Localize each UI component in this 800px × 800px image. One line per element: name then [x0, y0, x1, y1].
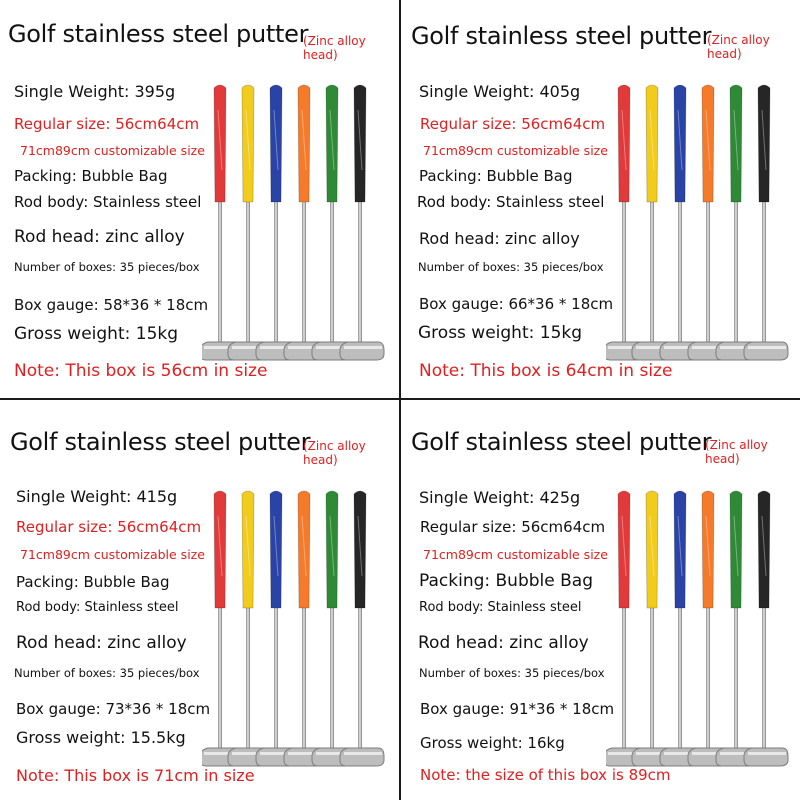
number-of-boxes: Number of boxes: 35 pieces/box — [14, 260, 200, 274]
packing: Packing: Bubble Bag — [16, 573, 170, 591]
product-panel-71cm — [0, 400, 398, 798]
size-note: Note: This box is 56cm in size — [14, 361, 268, 381]
putter-red — [202, 491, 244, 766]
packing: Packing: Bubble Bag — [419, 167, 573, 185]
putter-shaft — [622, 200, 626, 348]
putter-shaft — [218, 606, 222, 754]
gross-weight: Gross weight: 15kg — [14, 324, 179, 344]
packing: Packing: Bubble Bag — [419, 571, 593, 591]
panel-title: Golf stainless steel putter — [8, 20, 309, 48]
putter-blue — [660, 85, 704, 360]
box-gauge: Box gauge: 91*36 * 18cm — [420, 700, 615, 718]
putter-yellow — [632, 491, 676, 766]
rod-body: Rod body: Stainless steel — [14, 193, 202, 211]
putter-shaft — [246, 200, 250, 348]
rod-head: Rod head: zinc alloy — [419, 229, 580, 248]
putter-green — [716, 491, 760, 766]
number-of-boxes: Number of boxes: 35 pieces/box — [419, 666, 605, 680]
putter-black — [340, 85, 384, 360]
putter-head — [744, 748, 788, 766]
product-panel-64cm — [401, 0, 799, 398]
panel-subtitle: (Zinc alloy head) — [705, 438, 768, 466]
gross-weight: Gross weight: 16kg — [420, 734, 565, 752]
putter-shaft — [650, 606, 654, 754]
product-panel-56cm — [0, 0, 398, 398]
putter-set-image — [606, 80, 796, 370]
putter-orange — [284, 491, 328, 766]
box-gauge: Box gauge: 73*36 * 18cm — [16, 700, 211, 718]
putter-shaft — [218, 200, 222, 348]
putter-set-image — [202, 486, 392, 776]
regular-size: Regular size: 56cm64cm — [16, 518, 202, 536]
putter-shaft — [622, 606, 626, 754]
putter-set-image — [606, 486, 796, 776]
putter-shaft — [706, 200, 710, 348]
putter-shaft — [274, 200, 278, 348]
putter-head-highlight — [748, 346, 786, 349]
putter-blue — [256, 491, 300, 766]
putter-blue — [256, 85, 300, 360]
putter-head-highlight — [344, 752, 382, 755]
putter-head — [340, 748, 384, 766]
rod-body: Rod body: Stainless steel — [417, 193, 605, 211]
putter-red — [606, 491, 648, 766]
rod-head: Rod head: zinc alloy — [418, 633, 589, 653]
custom-size: 71cm89cm customizable size — [423, 143, 608, 158]
panel-title: Golf stainless steel putter — [411, 428, 712, 456]
number-of-boxes: Number of boxes: 35 pieces/box — [418, 260, 604, 274]
rod-body: Rod body: Stainless steel — [419, 600, 582, 615]
size-note: Note: This box is 71cm in size — [16, 766, 255, 785]
regular-size: Regular size: 56cm64cm — [14, 115, 200, 133]
custom-size: 71cm89cm customizable size — [20, 547, 205, 562]
putter-orange — [688, 491, 732, 766]
custom-size: 71cm89cm customizable size — [20, 143, 205, 158]
gross-weight: Gross weight: 15kg — [418, 323, 583, 343]
putter-yellow — [632, 85, 676, 360]
putter-red — [606, 85, 648, 360]
putter-head — [744, 342, 788, 360]
putter-shaft — [706, 606, 710, 754]
putter-head — [340, 342, 384, 360]
putter-shaft — [762, 200, 766, 348]
putter-head-highlight — [344, 346, 382, 349]
panel-title: Golf stainless steel putter — [411, 22, 712, 50]
putter-shaft — [678, 200, 682, 348]
panel-subtitle: (Zinc alloy head) — [303, 439, 366, 467]
putter-shaft — [302, 200, 306, 348]
putter-head-highlight — [748, 752, 786, 755]
putter-shaft — [650, 200, 654, 348]
putter-blue — [660, 491, 704, 766]
box-gauge: Box gauge: 66*36 * 18cm — [419, 295, 614, 313]
putter-shaft — [358, 606, 362, 754]
putter-shaft — [762, 606, 766, 754]
putter-set-image — [202, 80, 392, 370]
putter-orange — [688, 85, 732, 360]
putter-black — [744, 85, 788, 360]
putter-green — [312, 85, 356, 360]
single-weight: Single Weight: 415g — [16, 487, 178, 506]
custom-size: 71cm89cm customizable size — [423, 547, 608, 562]
putter-shaft — [274, 606, 278, 754]
putter-shaft — [302, 606, 306, 754]
putter-shaft — [330, 200, 334, 348]
number-of-boxes: Number of boxes: 35 pieces/box — [14, 666, 200, 680]
putter-shaft — [678, 606, 682, 754]
panel-title: Golf stainless steel putter — [10, 428, 311, 456]
putter-shaft — [330, 606, 334, 754]
putter-black — [340, 491, 384, 766]
packing: Packing: Bubble Bag — [14, 167, 168, 185]
putter-shaft — [246, 606, 250, 754]
rod-head: Rod head: zinc alloy — [14, 227, 185, 247]
rod-body: Rod body: Stainless steel — [16, 600, 179, 615]
putter-yellow — [228, 85, 272, 360]
size-note: Note: the size of this box is 89cm — [420, 766, 671, 784]
single-weight: Single Weight: 395g — [14, 82, 176, 101]
product-panel-89cm — [401, 400, 799, 798]
putter-yellow — [228, 491, 272, 766]
single-weight: Single Weight: 425g — [419, 488, 581, 507]
regular-size: Regular size: 56cm64cm — [420, 518, 606, 536]
putter-shaft — [358, 200, 362, 348]
putter-green — [312, 491, 356, 766]
single-weight: Single Weight: 405g — [419, 82, 581, 101]
panel-subtitle: (Zinc alloy head) — [707, 33, 770, 61]
putter-black — [744, 491, 788, 766]
putter-orange — [284, 85, 328, 360]
putter-shaft — [734, 606, 738, 754]
gross-weight: Gross weight: 15.5kg — [16, 728, 186, 747]
panel-subtitle: (Zinc alloy head) — [303, 34, 366, 62]
putter-shaft — [734, 200, 738, 348]
putter-red — [202, 85, 244, 360]
regular-size: Regular size: 56cm64cm — [420, 115, 606, 133]
box-gauge: Box gauge: 58*36 * 18cm — [14, 296, 209, 314]
putter-green — [716, 85, 760, 360]
size-note: Note: This box is 64cm in size — [419, 361, 673, 381]
rod-head: Rod head: zinc alloy — [16, 633, 187, 653]
